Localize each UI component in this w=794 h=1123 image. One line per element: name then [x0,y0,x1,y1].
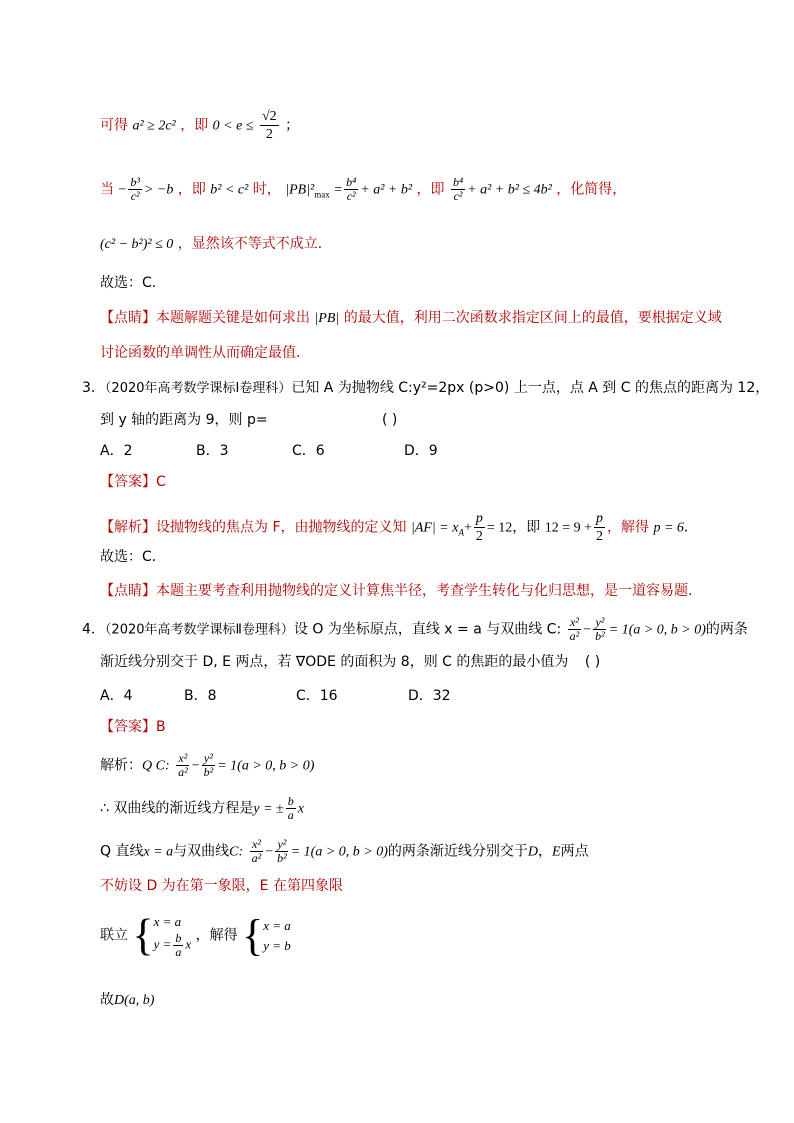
q4-solution-4: 不妨设 D 为在第一象限，E 在第四象限 [100,878,343,894]
tip-line-2: 讨论函数的单调性从而确定最值． [100,345,310,361]
derivation-line-1: 可得 a² ≥ 2c² ，即 0 < e ≤ $\frac{√2}{2}$ ； [100,109,300,142]
system-of-equations-2: { x = a y = b [242,910,291,960]
q4-answer: 【答案】B [100,719,166,735]
q3-analysis: 【解析】设抛物线的焦点为 F，由抛物线的定义知 $|AF| = x_A+$ $\frac{p}{2}$ = 12，即 12 = 9 + $\frac{p}{2}$ ，解得 p = 6． [100,511,698,544]
q3-options: A．2 B．3 C．6 D．9 [100,443,438,459]
q4-solution-2: ∴ 双曲线的渐近线方程是y = ± $\frac{b}{a}$ x [100,794,304,822]
q4-stem-2: 渐近线分别交于 D, E 两点，若 ∇ODE 的面积为 8，则 C 的焦距的最小值为 ( ) [100,654,601,670]
tip-line-1: 【点睛】本题解题关键是如何求出 |PB| 的最大值，利用二次函数求指定区间上的最值，要根据定义域 [100,310,722,326]
q4-stem-1: 4．（2020年高考数学课标Ⅱ卷理科）设 O 为坐标原点，直线 x = a 与双曲线 C: $\frac{\text{x²}}{\text{a²}}$ − $\frac{\text{y²}}{\text{b²}}$ = 1(a > 0, b > 0)的两条 [82,615,748,643]
system-of-equations-1: { x = a y = $\frac{b}{a}$ x [132,910,192,960]
q4-solution-6: 故D(a, b) [100,992,155,1008]
q4-solution-1: 解析：Q C: $\frac{\text{x²}}{\text{a²}}$ − $\frac{\text{y²}}{\text{b²}}$ = 1(a > 0, b > 0) [100,751,315,779]
derivation-line-3: (c² − b²)² ≤ 0 ，显然该不等式不成立． [100,236,332,252]
choice-line: 故选：C． [100,275,166,291]
q3-choice: 故选：C． [100,549,166,565]
derivation-line-2: 当 − $\frac{\text{b³}}{\text{c²}}$ > −b ，即 b² < c² 时， $|PB|^2_{max}$ = $\frac{\text{b⁴}}{\text{c²}}$ + a² + b² ，即 $\frac{\text{b⁴}}{\text{c²}}$ + a² + b² ≤ 4b² ，化简得， [100,175,627,203]
q4-solution-5: 联立 { x = a y = $\frac{b}{a}$ x ，解得 { x = a y = b [100,910,291,960]
q4-options: A．4 B．8 C．16 D．32 [100,688,451,704]
q3-tip: 【点睛】本题主要考查利用抛物线的定义计算焦半径，考查学生转化与化归思想，是一道容易题． [100,583,702,599]
q3-stem-1: 3．（2020年高考数学课标Ⅰ卷理科）已知 A 为抛物线 C:y²=2px (p>0) 上一点，点 A 到 C 的焦点的距离为 12， [82,380,770,396]
fraction-sqrt2-over-2: $\frac{√2}{2}$ [261,109,277,142]
q3-answer: 【答案】C [100,474,166,490]
q3-stem-2: 到 y 轴的距离为 9，则 p= ( ) [100,412,398,428]
q4-solution-3: Q 直线x = a与双曲线C: $\frac{\text{x²}}{\text{a²}}$ − $\frac{\text{y²}}{\text{b²}}$ = 1(a > 0, b > 0)的两条渐近线分别交于D，E两点 [100,837,589,865]
